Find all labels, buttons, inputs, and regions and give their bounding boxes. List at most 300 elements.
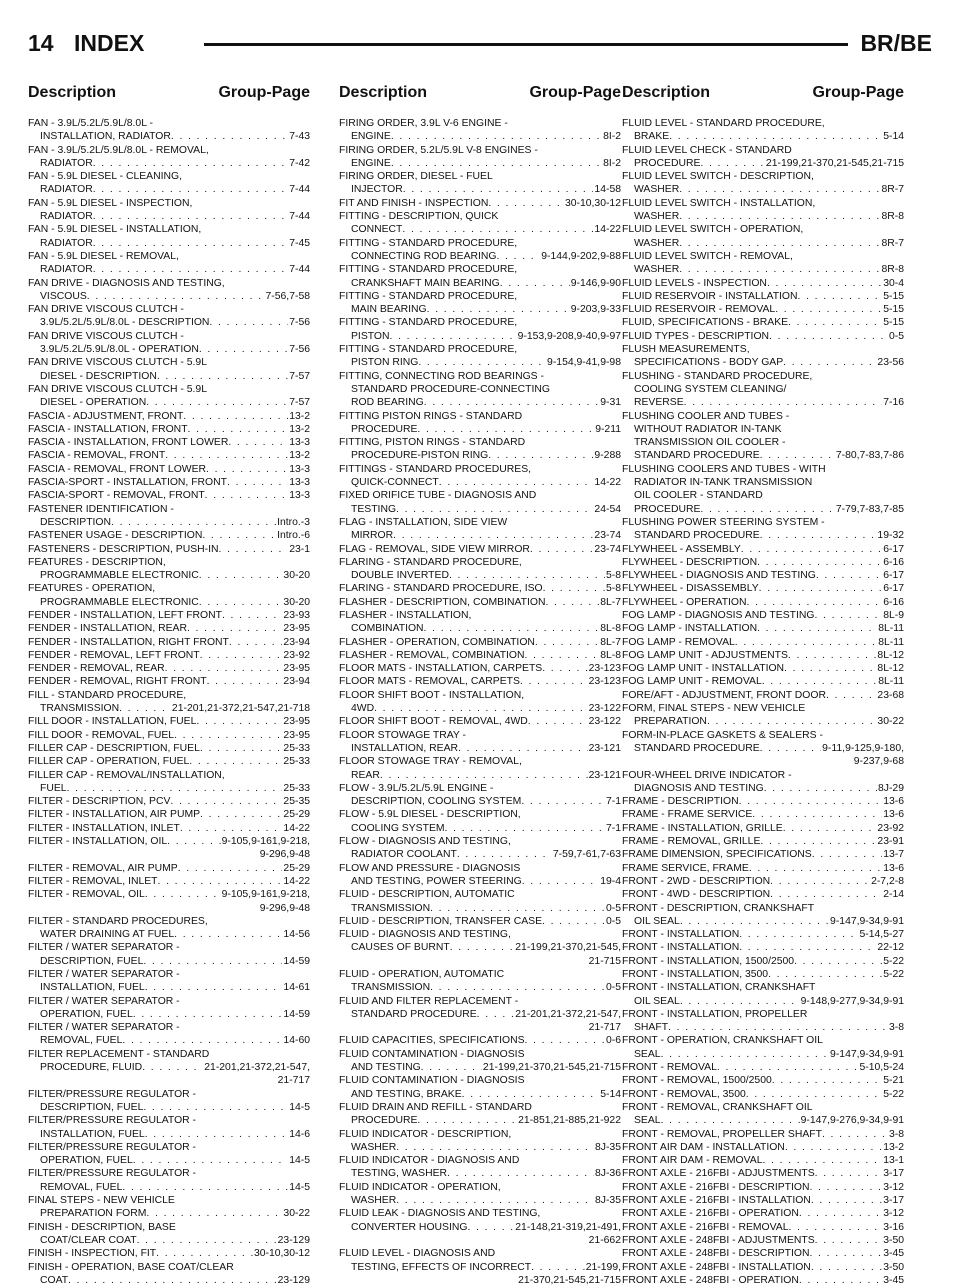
index-entry — [622, 316, 904, 329]
index-entry — [622, 955, 904, 968]
index-entry — [622, 822, 904, 835]
dot-leader — [143, 955, 282, 968]
index-entry — [622, 1221, 904, 1234]
entry-text: FLUID, SPECIFICATIONS - BRAKE — [622, 317, 789, 329]
entry-text: FRAME SERVICE, FRAME — [622, 862, 749, 874]
index-entry — [622, 290, 904, 303]
entry-page-ref: 13-7 — [883, 849, 904, 861]
index-entry — [339, 210, 621, 237]
entry-text: FLUSHING COOLER AND TUBES - — [622, 410, 790, 422]
dot-leader — [462, 1088, 600, 1101]
entry-line — [622, 316, 904, 329]
entry-page-ref: 5-8 — [605, 583, 621, 595]
entry-line — [28, 183, 310, 196]
entry-line — [622, 423, 904, 436]
index-entry — [622, 1034, 904, 1061]
dot-leader — [171, 130, 288, 143]
dot-leader — [374, 702, 588, 715]
entry-page-ref: 8L-9 — [883, 609, 904, 621]
index-entry — [28, 463, 310, 476]
dot-leader — [146, 1207, 282, 1220]
entry-line — [622, 888, 904, 901]
entry-page-ref: 8L-11 — [878, 623, 904, 635]
entry-text: FLUID LEAK - DIAGNOSIS AND TESTING, — [339, 1208, 541, 1220]
entry-line — [339, 1114, 621, 1127]
entry-text: FINISH - INSPECTION, FIT — [28, 1248, 157, 1260]
entry-line — [622, 489, 904, 502]
entry-text: FITTING, PISTON RINGS - STANDARD — [339, 437, 526, 449]
entry-page-ref: 25-33 — [283, 742, 310, 754]
entry-line — [28, 130, 310, 143]
dot-leader — [93, 157, 288, 170]
entry-line — [339, 410, 621, 423]
entry-text: REMOVAL, FUEL — [40, 1181, 123, 1193]
dot-leader — [809, 1247, 882, 1260]
entry-page-ref: 23-95 — [283, 729, 310, 741]
entry-line — [622, 130, 904, 143]
index-entry — [28, 223, 310, 250]
entry-text: FLASHER - REMOVAL, COMBINATION — [339, 649, 525, 661]
entry-line — [28, 596, 310, 609]
index-entry — [28, 170, 310, 197]
entry-line — [339, 1261, 621, 1274]
entry-line — [28, 343, 310, 356]
entry-line — [622, 1088, 904, 1101]
entry-line — [622, 715, 904, 728]
entry-line — [28, 157, 310, 170]
entry-text: FLUID LEVEL SWITCH - REMOVAL, — [622, 250, 793, 262]
entry-text: AND TESTING — [351, 1062, 421, 1074]
entry-line — [622, 729, 904, 742]
entry-page-ref: 13-6 — [883, 809, 904, 821]
entry-line — [28, 875, 310, 888]
index-entry — [339, 516, 621, 543]
entry-page-ref: 3-12 — [883, 1208, 904, 1220]
entry-line — [28, 516, 310, 529]
entry-text: RADIATOR COOLANT — [351, 849, 457, 861]
dot-leader — [145, 888, 221, 901]
entry-page-ref: 3-50 — [883, 1234, 904, 1246]
entry-page-ref: 30-22 — [877, 716, 904, 728]
index-entry — [339, 556, 621, 583]
entry-text: FRONT - INSTALLATION — [622, 929, 740, 941]
entry-page-ref: 30-10,30-12 — [253, 1248, 310, 1260]
entry-text: CONNECT — [351, 224, 403, 236]
entry-line — [339, 662, 621, 675]
column-header-1 — [28, 84, 310, 104]
entry-text: STANDARD PROCEDURE-CONNECTING — [351, 383, 550, 395]
entry-text: FLUID LEVEL - DIAGNOSIS AND — [339, 1248, 496, 1260]
entry-line — [28, 1221, 310, 1234]
entry-line — [28, 303, 310, 316]
entry-text: SEAL — [634, 1048, 661, 1060]
dot-leader — [680, 995, 800, 1008]
dot-leader — [822, 1128, 888, 1141]
entry-page-ref: 19-32 — [877, 530, 904, 542]
entry-text: FILL DOOR - INSTALLATION, FUEL — [28, 716, 197, 728]
entry-text: FILTER - INSTALLATION, OIL — [28, 836, 168, 848]
entry-text: FENDER - INSTALLATION, LEFT FRONT — [28, 609, 222, 621]
entry-text: DESCRIPTION — [40, 516, 112, 528]
entry-page-ref: 25-33 — [283, 756, 310, 768]
entry-text: FLUID LEVEL SWITCH - DESCRIPTION, — [622, 171, 814, 183]
entry-text: FRONT AXLE - 248FBI - ADJUSTMENTS — [622, 1234, 815, 1246]
entry-line — [339, 848, 621, 861]
entry-page-ref: 5-8 — [605, 570, 621, 582]
entry-text: FAN DRIVE - DIAGNOSIS AND TESTING, — [28, 277, 225, 289]
dot-leader — [67, 782, 283, 795]
entry-text: FLYWHEEL - DISASSEMBLY — [622, 583, 759, 595]
entry-line — [622, 370, 904, 383]
entry-text: ROD BEARING — [351, 397, 424, 409]
index-entry — [28, 356, 310, 383]
entry-line — [622, 822, 904, 835]
entry-text: FUEL — [40, 782, 67, 794]
index-entry — [622, 981, 904, 1008]
entry-text: FITTING - STANDARD PROCEDURE, — [339, 264, 518, 276]
entry-text: FRONT - INSTALLATION, 3500 — [622, 969, 769, 980]
entry-page-ref: 7-1 — [605, 822, 621, 834]
dot-leader — [531, 1261, 585, 1274]
entry-line — [622, 955, 904, 968]
dot-leader — [545, 596, 599, 609]
entry-line — [339, 516, 621, 529]
dot-leader — [520, 675, 588, 688]
index-entry — [28, 197, 310, 224]
entry-line — [622, 543, 904, 556]
index-entry — [28, 383, 310, 410]
entry-text: FLUSHING POWER STEERING SYSTEM - — [622, 516, 825, 528]
entry-line — [28, 729, 310, 742]
index-entry — [28, 410, 310, 423]
index-entry — [339, 316, 621, 343]
entry-line — [28, 968, 310, 981]
entry-line — [622, 1261, 904, 1274]
entry-text: FILTER - REMOVAL, AIR PUMP — [28, 862, 178, 874]
entry-line — [339, 449, 621, 462]
entry-line — [28, 755, 310, 768]
entry-text: FLUID LEVEL CHECK - STANDARD — [622, 144, 792, 156]
index-entry — [622, 1141, 904, 1154]
entry-text: INSTALLATION, REAR — [351, 742, 459, 754]
column-header-description: Description — [622, 84, 711, 101]
entry-text: FLUID RESERVOIR - INSTALLATION — [622, 290, 798, 302]
entry-line — [339, 596, 621, 609]
dot-leader — [143, 1101, 288, 1114]
entry-line — [339, 117, 621, 130]
entry-line — [28, 675, 310, 688]
dot-leader — [417, 1114, 517, 1127]
index-entry — [28, 742, 310, 755]
entry-page-ref: 13-2 — [289, 423, 310, 435]
entry-line — [622, 250, 904, 263]
entry-text: FLARING - STANDARD PROCEDURE, — [339, 556, 522, 568]
entry-line — [28, 316, 310, 329]
dot-leader — [430, 902, 605, 915]
entry-page-ref: 21-199,21-370,21-545, — [515, 942, 621, 954]
entry-line — [339, 144, 621, 157]
entry-page-ref: 5-14 — [883, 131, 904, 143]
entry-page-ref-continued: 21-370,21-545,21-715 — [518, 1274, 621, 1286]
index-entry — [339, 755, 621, 782]
dot-leader — [525, 1034, 605, 1047]
entry-text: PREPARATION FORM — [40, 1208, 147, 1220]
entry-text: FLUID INDICATOR - OPERATION, — [339, 1181, 501, 1193]
entry-line — [339, 795, 621, 808]
entry-text: TRANSMISSION OIL COOLER - — [634, 437, 786, 449]
dot-leader — [458, 742, 588, 755]
entry-text: WASHER — [634, 237, 680, 249]
dot-leader — [500, 277, 570, 290]
entry-line — [622, 1181, 904, 1194]
entry-line — [622, 609, 904, 622]
index-entry — [622, 888, 904, 901]
entry-page-ref: 21-199,21-370,21-545,21-715 — [765, 157, 904, 169]
entry-line — [28, 1274, 310, 1287]
entry-text: FLUSH MEASUREMENTS, — [622, 344, 750, 356]
entry-page-ref-continued: 21-717 — [588, 1022, 621, 1034]
entry-line — [28, 702, 310, 715]
index-entry — [622, 582, 904, 595]
dot-leader — [145, 981, 283, 994]
entry-page-ref: 21-199,21-370,21-545,21-715 — [482, 1062, 621, 1074]
entry-line — [622, 769, 904, 782]
index-entry — [622, 250, 904, 277]
dot-leader — [199, 343, 288, 356]
entry-line — [622, 476, 904, 489]
entry-line — [622, 795, 904, 808]
index-entry — [28, 609, 310, 622]
entry-line — [339, 423, 621, 436]
entry-page-ref: 7-44 — [289, 211, 310, 223]
dot-leader — [207, 675, 283, 688]
entry-line — [339, 396, 621, 409]
entry-text: FAN - 3.9L/5.2L/5.9L/8.0L - REMOVAL, — [28, 144, 209, 156]
entry-line — [28, 144, 310, 157]
index-entry — [28, 662, 310, 675]
entry-text: FINAL STEPS - NEW VEHICLE — [28, 1195, 175, 1207]
entry-text: FRONT - 4WD - DESCRIPTION — [622, 889, 771, 901]
entry-page-ref: 5-22 — [883, 955, 904, 967]
entry-page-ref-continued: 21-662 — [588, 1234, 621, 1246]
entry-line — [28, 1207, 310, 1220]
entry-line — [339, 769, 621, 782]
entry-line — [28, 888, 310, 901]
entry-text: PROCEDURE — [634, 503, 701, 515]
dot-leader — [679, 263, 880, 276]
index-entry — [339, 649, 621, 662]
entry-line — [622, 356, 904, 369]
dot-leader — [739, 928, 858, 941]
entry-line — [622, 928, 904, 941]
entry-text: FRONT - 2WD - DESCRIPTION — [622, 875, 771, 887]
index-entry — [28, 303, 310, 330]
index-column-3 — [622, 117, 904, 1287]
entry-text: FLASHER - DESCRIPTION, COMBINATION — [339, 596, 546, 608]
entry-line — [622, 848, 904, 861]
entry-page-ref: 21-201,21-372,21-547, — [515, 1008, 621, 1020]
entry-text: FASCIA-SPORT - REMOVAL, FRONT — [28, 490, 205, 502]
entry-line — [339, 742, 621, 755]
index-entry — [622, 1088, 904, 1101]
entry-text: FLUID AND FILTER REPLACEMENT - — [339, 995, 519, 1007]
dot-leader — [747, 596, 883, 609]
entry-page-ref: 5-10,5-24 — [859, 1062, 904, 1074]
entry-text: OIL SEAL — [634, 915, 680, 927]
entry-text: FAN DRIVE VISCOUS CLUTCH - — [28, 330, 184, 342]
entry-text: CAUSES OF BURNT — [351, 942, 450, 954]
entry-text: FAN - 5.9L DIESEL - INSPECTION, — [28, 197, 193, 209]
entry-page-ref: 8I-2 — [603, 157, 621, 169]
entry-page-ref: 23-121 — [588, 742, 621, 754]
dot-leader — [762, 675, 877, 688]
entry-line — [339, 689, 621, 702]
dot-leader — [133, 1154, 288, 1167]
entry-page-ref: 8L-12 — [877, 663, 904, 675]
entry-text: PROCEDURE — [351, 423, 418, 435]
entry-page-ref: 24-54 — [594, 503, 621, 515]
entry-text: FLUID - DESCRIPTION, AUTOMATIC — [339, 889, 515, 901]
entry-line — [622, 1274, 904, 1287]
dot-leader — [145, 1128, 289, 1141]
entry-line — [622, 808, 904, 821]
entry-line — [622, 1128, 904, 1141]
entry-line — [622, 556, 904, 569]
page-header — [28, 30, 932, 64]
entry-text: FILTER / WATER SEPARATOR - — [28, 995, 180, 1007]
entry-text: FLUID INDICATOR - DESCRIPTION, — [339, 1128, 512, 1140]
entry-page-ref: 8R-8 — [881, 211, 904, 223]
index-entry — [622, 795, 904, 808]
index-entry — [339, 662, 621, 675]
entry-page-ref: 0-5 — [605, 982, 621, 994]
entry-text: FINISH - OPERATION, BASE COAT/CLEAR — [28, 1261, 234, 1273]
dot-leader — [752, 808, 882, 821]
entry-line — [622, 1194, 904, 1207]
entry-page-ref: 8L-11 — [878, 636, 904, 648]
dot-leader — [661, 1048, 829, 1061]
entry-text: FASCIA - REMOVAL, FRONT — [28, 450, 166, 462]
entry-line — [622, 197, 904, 210]
entry-line — [28, 795, 310, 808]
entry-line — [339, 968, 621, 981]
dot-leader — [679, 210, 880, 223]
dot-leader — [93, 237, 288, 250]
index-entry — [28, 503, 310, 530]
entry-line — [622, 157, 904, 170]
entry-text: PROGRAMMABLE ELECTRONIC — [40, 570, 199, 582]
entry-line — [339, 981, 621, 994]
entry-page-ref: 25-29 — [283, 862, 310, 874]
dot-leader — [762, 1154, 882, 1167]
entry-page-ref: Intro.-3 — [277, 516, 310, 528]
entry-text: RADIATOR — [40, 237, 93, 249]
entry-line — [339, 210, 621, 223]
entry-text: FAN DRIVE VISCOUS CLUTCH - 5.9L — [28, 357, 207, 369]
entry-text: FILTER/PRESSURE REGULATOR - — [28, 1088, 197, 1100]
entry-line — [28, 436, 310, 449]
index-entry — [28, 529, 310, 542]
entry-text: DESCRIPTION, FUEL — [40, 955, 144, 967]
entry-text: FASCIA - REMOVAL, FRONT LOWER — [28, 463, 207, 475]
dot-leader — [679, 237, 880, 250]
index-entry — [339, 995, 621, 1035]
entry-page-ref: 7-1 — [605, 796, 621, 808]
entry-line — [339, 503, 621, 516]
entry-line — [339, 183, 621, 196]
entry-text: FAN - 5.9L DIESEL - INSTALLATION, — [28, 224, 202, 236]
entry-page-ref: 2-14 — [883, 889, 904, 901]
entry-page-ref: 7-57 — [289, 370, 310, 382]
entry-text: FOG LAMP UNIT - INSTALLATION — [622, 663, 785, 675]
dot-leader — [87, 290, 265, 303]
entry-page-ref: 9-31 — [600, 397, 621, 409]
entry-line — [28, 263, 310, 276]
entry-text: RADIATOR — [40, 211, 93, 223]
entry-text: FLUID CAPACITIES, SPECIFICATIONS — [339, 1035, 525, 1047]
entry-text: FILTER / WATER SEPARATOR - — [28, 942, 180, 954]
entry-line — [339, 1101, 621, 1114]
entry-line — [339, 170, 621, 183]
entry-line — [28, 1088, 310, 1101]
dot-leader — [735, 636, 877, 649]
index-entry — [339, 1074, 621, 1101]
entry-text: FILTER - DESCRIPTION, PCV — [28, 796, 171, 808]
entry-text: COOLING SYSTEM CLEANING/ — [634, 383, 787, 395]
index-entry — [28, 755, 310, 768]
entry-line — [339, 649, 621, 662]
column-header-description: Description — [339, 84, 428, 101]
entry-line — [28, 808, 310, 821]
entry-line — [622, 1207, 904, 1220]
entry-page-ref: 5-14,5-27 — [859, 929, 904, 941]
entry-text: FAN DRIVE VISCOUS CLUTCH - 5.9L — [28, 383, 207, 395]
entry-line — [622, 981, 904, 994]
entry-text: FRAME - INSTALLATION, GRILLE — [622, 822, 783, 834]
entry-page-ref: 23-74 — [594, 543, 621, 555]
entry-page-ref: 21-148,21-319,21-491, — [515, 1221, 621, 1233]
entry-line — [339, 1061, 621, 1074]
entry-page-ref: 9-11,9-125,9-180, — [822, 742, 904, 754]
entry-page-ref: 30-4 — [883, 277, 904, 289]
entry-text: FLOW - DIAGNOSIS AND TESTING, — [339, 836, 511, 848]
entry-text: COAT/CLEAR COAT — [40, 1234, 137, 1246]
entry-line — [28, 569, 310, 582]
entry-line — [28, 277, 310, 290]
index-entry — [339, 596, 621, 609]
entry-line — [622, 263, 904, 276]
index-entry — [28, 1247, 310, 1260]
dot-leader — [174, 928, 282, 941]
entry-line — [622, 1141, 904, 1154]
index-entry — [622, 1234, 904, 1247]
entry-line — [339, 223, 621, 236]
index-entry — [339, 197, 621, 210]
entry-line — [28, 742, 310, 755]
index-entry — [622, 702, 904, 729]
entry-page-ref: 9-154,9-41,9-98 — [547, 357, 621, 369]
index-entry — [28, 277, 310, 304]
entry-page-ref: 9-146,9-90 — [570, 277, 621, 289]
entry-page-ref: 14-5 — [289, 1181, 310, 1193]
index-entry — [622, 941, 904, 954]
dot-leader — [760, 742, 821, 755]
entry-line — [339, 1048, 621, 1061]
entry-line — [622, 862, 904, 875]
entry-text: DIESEL - OPERATION — [40, 397, 147, 409]
entry-line — [28, 715, 310, 728]
entry-line — [622, 702, 904, 715]
